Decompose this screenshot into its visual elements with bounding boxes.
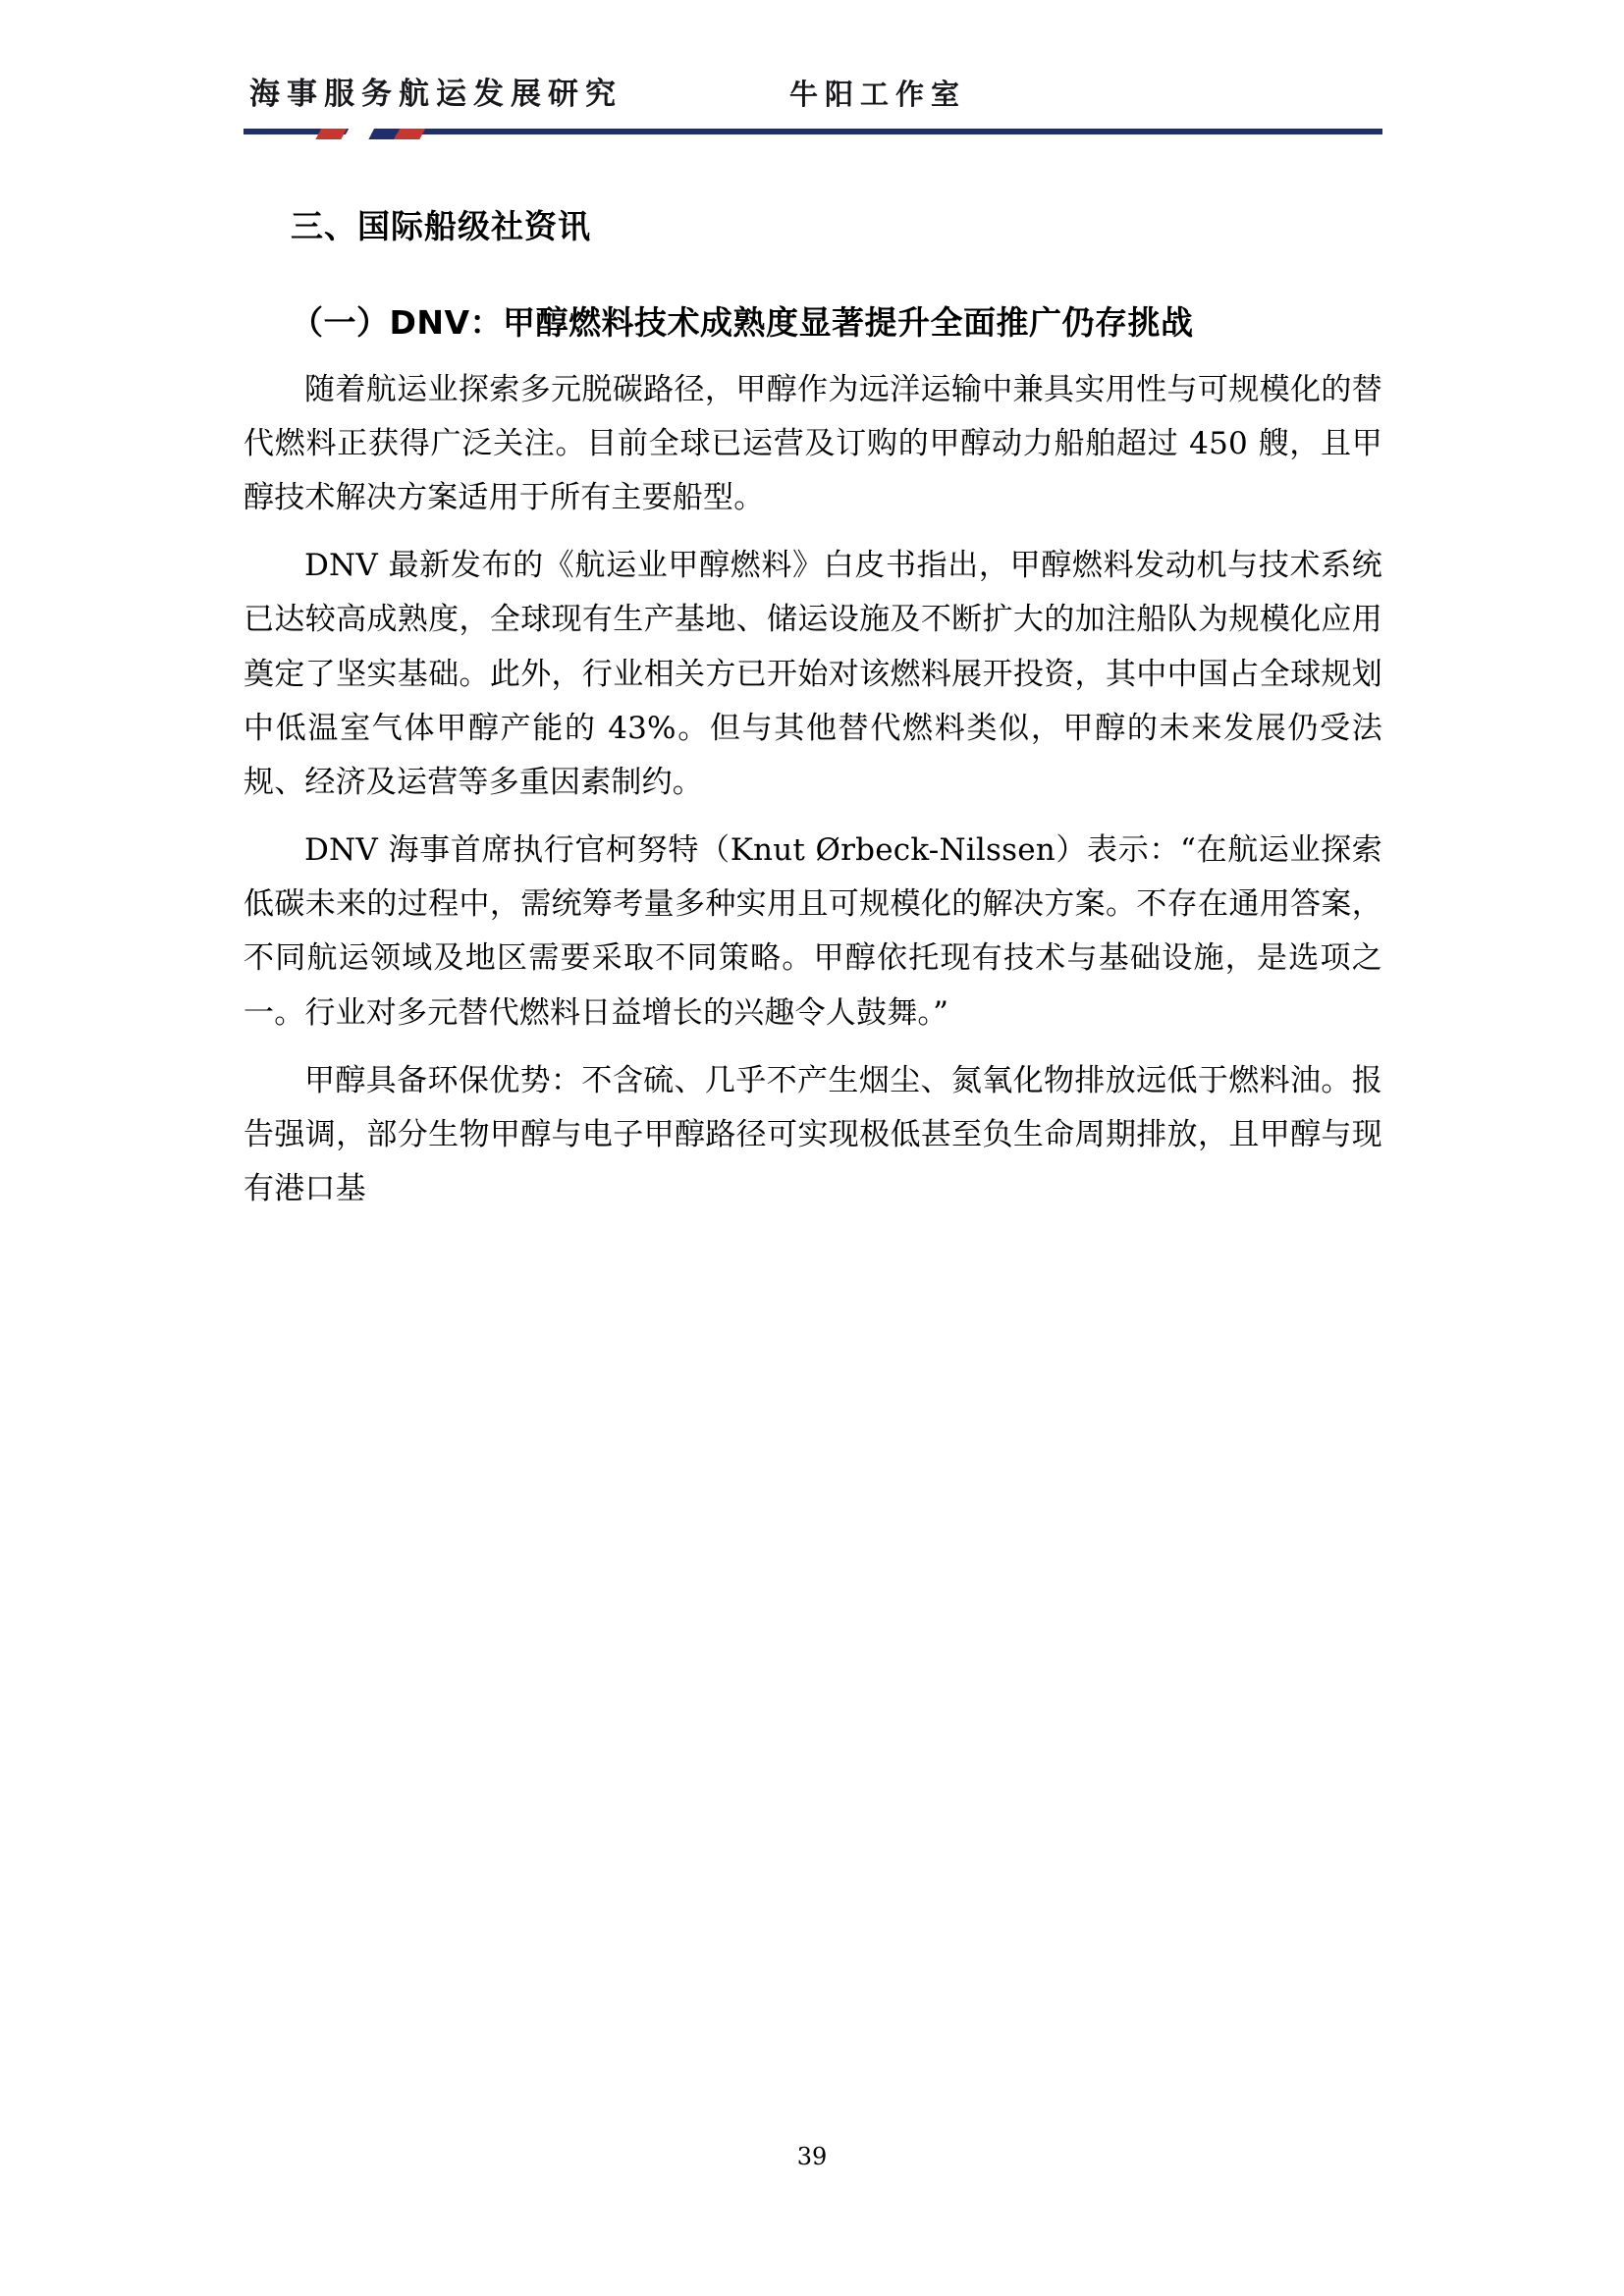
body-paragraph: 随着航运业探索多元脱碳路径，甲醇作为远洋运输中兼具实用性与可规模化的替代燃料正获得广泛关注。目前全球已运营及订购的甲醇动力船舶超过 450 艘，且甲醇技术解决方案适用于所有主要船型。 bbox=[244, 371, 1382, 515]
header-left-title: 海事服务航运发展研究 bbox=[249, 77, 623, 112]
body-paragraph: DNV 海事首席执行官柯努特（Knut Ørbeck-Nilssen）表示：“在航运业探索低碳未来的过程中，需统筹考量多种实用且可规模化的解决方案。不存在通用答案，不同航运领域及地区需要采取不同策略。甲醇依托现有技术与基础设施，是选项之一。行业对多元替代燃料日益增长的兴趣令人鼓舞。” bbox=[244, 832, 1382, 1031]
header-divider bbox=[244, 129, 1382, 139]
body-paragraph: DNV 最新发布的《航运业甲醇燃料》白皮书指出，甲醇燃料发动机与技术系统已达较高成熟度，全球现有生产基地、储运设施及不断扩大的加注船队为规模化应用奠定了坚实基础。此外，行业相关方已开始对该燃料展开投资，其中中国占全球规划中低温室气体甲醇产能的 43%。但与其他替代燃料类似，甲醇的未来发展仍受法规、经济及运营等多重因素制约。 bbox=[244, 548, 1382, 800]
page-content-area bbox=[244, 69, 1382, 1216]
page-number: 39 bbox=[796, 2143, 828, 2170]
section-heading: 三、国际船级社资讯 bbox=[291, 207, 591, 245]
body-paragraph: 甲醇具备环保优势：不含硫、几乎不产生烟尘、氮氧化物排放远低于燃料油。报告强调，部分生物甲醇与电子甲醇路径可实现极低甚至负生命周期排放，且甲醇与现有港口基 bbox=[244, 1062, 1382, 1207]
page-header bbox=[244, 69, 1382, 147]
subsection-heading: （一）DNV：甲醇燃料技术成熟度显著提升全面推广仍存挑战 bbox=[291, 303, 1194, 343]
header-right-title: 牛阳工作室 bbox=[789, 78, 967, 111]
document-body bbox=[244, 204, 1382, 1216]
header-divider-accent bbox=[244, 129, 430, 139]
header-titles bbox=[244, 69, 1382, 113]
